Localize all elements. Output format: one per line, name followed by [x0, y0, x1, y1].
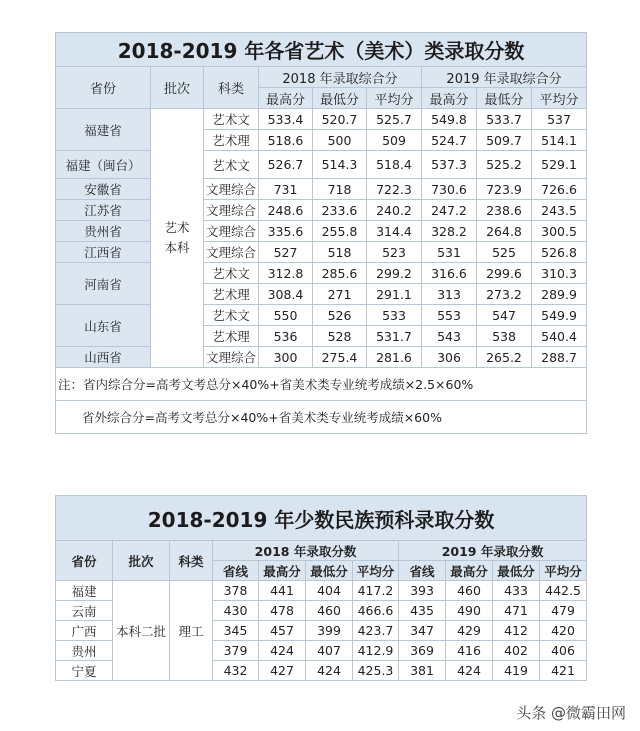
value-cell: 526.8	[532, 242, 587, 263]
value-cell: 312.8	[259, 263, 313, 284]
value-cell: 525	[477, 242, 532, 263]
value-cell: 509.7	[477, 130, 532, 151]
art-admission-table	[55, 32, 587, 434]
subject-cell: 理工	[170, 581, 213, 681]
header-subject: 科类	[204, 67, 259, 109]
table-row	[56, 179, 587, 200]
value-cell: 247.2	[422, 200, 477, 221]
table-row	[56, 263, 587, 284]
value-cell: 314.4	[367, 221, 422, 242]
value-cell: 416	[446, 641, 493, 661]
subject-cell: 文理综合	[204, 179, 259, 200]
header-max-2018: 最高分	[259, 88, 313, 109]
header-max-2019: 最高分	[446, 561, 493, 581]
value-cell: 289.9	[532, 284, 587, 305]
header-min-2019: 最低分	[477, 88, 532, 109]
table-row	[56, 305, 587, 326]
value-cell: 718	[313, 179, 367, 200]
subject-cell: 文理综合	[204, 347, 259, 368]
value-cell: 527	[259, 242, 313, 263]
province-cell: 广西	[56, 621, 113, 641]
subject-cell: 艺术理	[204, 130, 259, 151]
value-cell: 316.6	[422, 263, 477, 284]
value-cell: 538	[477, 326, 532, 347]
note-domestic: 注：省内综合分=高考文考总分×40%+省美术类专业统考成绩×2.5×60%	[56, 368, 587, 401]
value-cell: 457	[259, 621, 306, 641]
subject-cell: 文理综合	[204, 221, 259, 242]
value-cell: 424	[259, 641, 306, 661]
province-cell: 福建	[56, 581, 113, 601]
header-min-2018: 最低分	[306, 561, 353, 581]
table-row	[56, 109, 587, 130]
batch-label: 艺术本科	[164, 220, 190, 255]
value-cell: 525.7	[367, 109, 422, 130]
value-cell: 429	[446, 621, 493, 641]
value-cell: 460	[446, 581, 493, 601]
subject-cell: 文理综合	[204, 242, 259, 263]
value-cell: 466.6	[353, 601, 399, 621]
value-cell: 264.8	[477, 221, 532, 242]
province-cell: 山东省	[56, 305, 151, 347]
province-cell: 宁夏	[56, 661, 113, 681]
minority-prep-table	[55, 495, 587, 681]
value-cell: 730.6	[422, 179, 477, 200]
value-cell: 547	[477, 305, 532, 326]
value-cell: 435	[399, 601, 446, 621]
subject-cell: 艺术理	[204, 326, 259, 347]
province-cell: 云南	[56, 601, 113, 621]
value-cell: 299.6	[477, 263, 532, 284]
subject-cell: 艺术文	[204, 151, 259, 179]
table-title: 2018-2019 年各省艺术（美术）类录取分数	[56, 33, 587, 67]
value-cell: 424	[306, 661, 353, 681]
table-row	[56, 151, 587, 179]
value-cell: 427	[259, 661, 306, 681]
value-cell: 328.2	[422, 221, 477, 242]
value-cell: 490	[446, 601, 493, 621]
value-cell: 549.9	[532, 305, 587, 326]
value-cell: 500	[313, 130, 367, 151]
value-cell: 313	[422, 284, 477, 305]
header-min-2019: 最低分	[493, 561, 540, 581]
subject-cell: 艺术文	[204, 263, 259, 284]
value-cell: 526	[313, 305, 367, 326]
value-cell: 421	[540, 661, 587, 681]
value-cell: 417.2	[353, 581, 399, 601]
value-cell: 423.7	[353, 621, 399, 641]
table-row	[56, 242, 587, 263]
value-cell: 726.6	[532, 179, 587, 200]
note-external: 省外综合分=高考文考总分×40%+省美术类专业统考成绩×60%	[56, 401, 587, 434]
header-avg-2019: 平均分	[532, 88, 587, 109]
batch-cell: 本科二批	[113, 581, 170, 681]
value-cell: 381	[399, 661, 446, 681]
value-cell: 540.4	[532, 326, 587, 347]
header-batch: 批次	[151, 67, 204, 109]
header-batch: 批次	[113, 541, 170, 581]
table-row	[56, 200, 587, 221]
value-cell: 533	[367, 305, 422, 326]
value-cell: 525.2	[477, 151, 532, 179]
value-cell: 233.6	[313, 200, 367, 221]
value-cell: 424	[446, 661, 493, 681]
value-cell: 471	[493, 601, 540, 621]
value-cell: 402	[493, 641, 540, 661]
value-cell: 288.7	[532, 347, 587, 368]
header-avg-2019: 平均分	[540, 561, 587, 581]
province-cell: 福建（闽台）	[56, 151, 151, 179]
value-cell: 526.7	[259, 151, 313, 179]
value-cell: 420	[540, 621, 587, 641]
value-cell: 248.6	[259, 200, 313, 221]
value-cell: 518.6	[259, 130, 313, 151]
header-line-2018: 省线	[213, 561, 259, 581]
province-cell: 贵州	[56, 641, 113, 661]
header-2019: 2019 年录取分数	[399, 541, 587, 561]
value-cell: 281.6	[367, 347, 422, 368]
value-cell: 412	[493, 621, 540, 641]
value-cell: 430	[213, 601, 259, 621]
value-cell: 531.7	[367, 326, 422, 347]
header-province: 省份	[56, 541, 113, 581]
value-cell: 271	[313, 284, 367, 305]
value-cell: 528	[313, 326, 367, 347]
value-cell: 518.4	[367, 151, 422, 179]
header-max-2018: 最高分	[259, 561, 306, 581]
value-cell: 731	[259, 179, 313, 200]
header-2018: 2018 年录取综合分	[259, 67, 422, 88]
value-cell: 478	[259, 601, 306, 621]
value-cell: 345	[213, 621, 259, 641]
value-cell: 537.3	[422, 151, 477, 179]
value-cell: 273.2	[477, 284, 532, 305]
value-cell: 243.5	[532, 200, 587, 221]
header-subject: 科类	[170, 541, 213, 581]
value-cell: 407	[306, 641, 353, 661]
value-cell: 308.4	[259, 284, 313, 305]
header-2019: 2019 年录取综合分	[422, 67, 587, 88]
header-avg-2018: 平均分	[367, 88, 422, 109]
value-cell: 549.8	[422, 109, 477, 130]
value-cell: 300	[259, 347, 313, 368]
value-cell: 553	[422, 305, 477, 326]
header-province: 省份	[56, 67, 151, 109]
value-cell: 378	[213, 581, 259, 601]
value-cell: 300.5	[532, 221, 587, 242]
value-cell: 550	[259, 305, 313, 326]
value-cell: 306	[422, 347, 477, 368]
province-cell: 江西省	[56, 242, 151, 263]
value-cell: 514.1	[532, 130, 587, 151]
value-cell: 238.6	[477, 200, 532, 221]
value-cell: 285.6	[313, 263, 367, 284]
province-cell: 山西省	[56, 347, 151, 368]
value-cell: 537	[532, 109, 587, 130]
value-cell: 255.8	[313, 221, 367, 242]
batch-cell	[151, 109, 204, 368]
value-cell: 310.3	[532, 263, 587, 284]
value-cell: 299.2	[367, 263, 422, 284]
value-cell: 425.3	[353, 661, 399, 681]
subject-cell: 艺术文	[204, 305, 259, 326]
value-cell: 509	[367, 130, 422, 151]
value-cell: 369	[399, 641, 446, 661]
subject-cell: 艺术文	[204, 109, 259, 130]
value-cell: 404	[306, 581, 353, 601]
value-cell: 265.2	[477, 347, 532, 368]
value-cell: 518	[313, 242, 367, 263]
value-cell: 460	[306, 601, 353, 621]
value-cell: 722.3	[367, 179, 422, 200]
value-cell: 533.4	[259, 109, 313, 130]
value-cell: 433	[493, 581, 540, 601]
value-cell: 520.7	[313, 109, 367, 130]
province-cell: 贵州省	[56, 221, 151, 242]
header-min-2018: 最低分	[313, 88, 367, 109]
value-cell: 432	[213, 661, 259, 681]
value-cell: 479	[540, 601, 587, 621]
province-cell: 河南省	[56, 263, 151, 305]
table-row	[56, 581, 587, 601]
value-cell: 240.2	[367, 200, 422, 221]
province-cell: 江苏省	[56, 200, 151, 221]
value-cell: 514.3	[313, 151, 367, 179]
value-cell: 543	[422, 326, 477, 347]
value-cell: 393	[399, 581, 446, 601]
value-cell: 335.6	[259, 221, 313, 242]
value-cell: 419	[493, 661, 540, 681]
value-cell: 291.1	[367, 284, 422, 305]
value-cell: 531	[422, 242, 477, 263]
value-cell: 524.7	[422, 130, 477, 151]
value-cell: 529.1	[532, 151, 587, 179]
value-cell: 523	[367, 242, 422, 263]
table-row	[56, 347, 587, 368]
province-cell: 福建省	[56, 109, 151, 151]
header-line-2019: 省线	[399, 561, 446, 581]
value-cell: 533.7	[477, 109, 532, 130]
value-cell: 275.4	[313, 347, 367, 368]
value-cell: 441	[259, 581, 306, 601]
header-avg-2018: 平均分	[353, 561, 399, 581]
value-cell: 412.9	[353, 641, 399, 661]
value-cell: 347	[399, 621, 446, 641]
header-2018: 2018 年录取分数	[213, 541, 399, 561]
table-title: 2018-2019 年少数民族预科录取分数	[56, 496, 587, 541]
value-cell: 406	[540, 641, 587, 661]
value-cell: 536	[259, 326, 313, 347]
subject-cell: 艺术理	[204, 284, 259, 305]
value-cell: 379	[213, 641, 259, 661]
province-cell: 安徽省	[56, 179, 151, 200]
watermark-text: 头条 @微霸田网	[516, 704, 626, 722]
value-cell: 399	[306, 621, 353, 641]
subject-cell: 文理综合	[204, 200, 259, 221]
table-row	[56, 221, 587, 242]
value-cell: 442.5	[540, 581, 587, 601]
value-cell: 723.9	[477, 179, 532, 200]
header-max-2019: 最高分	[422, 88, 477, 109]
